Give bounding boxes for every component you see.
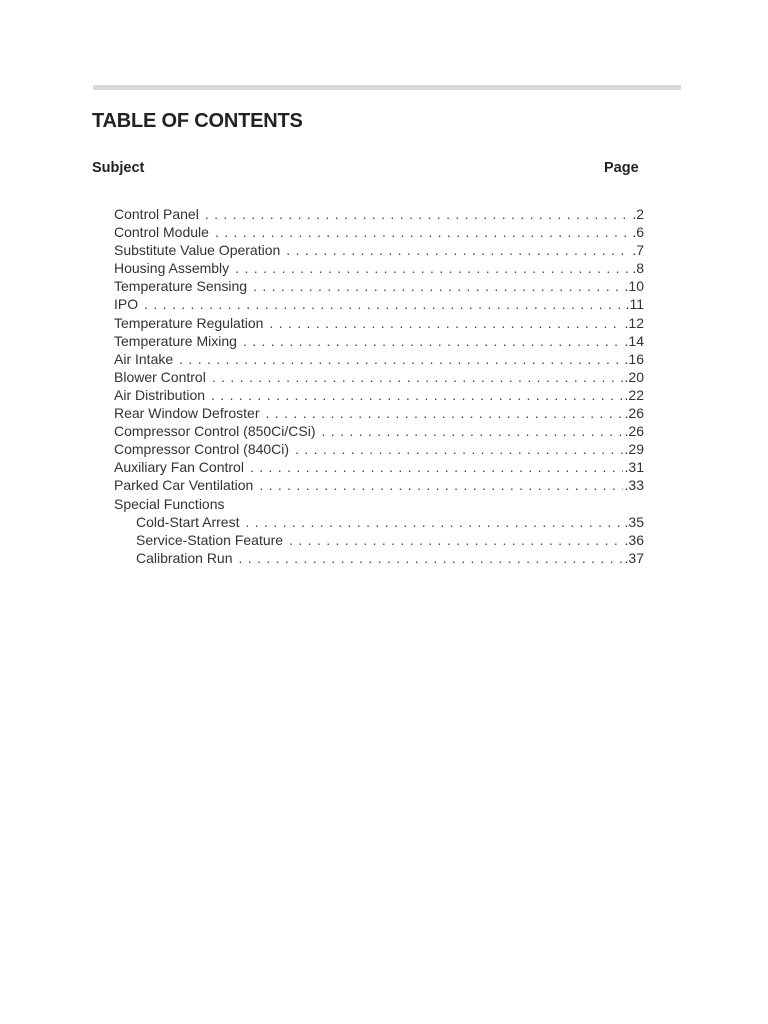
toc-entry-label: Parked Car Ventilation [114,477,254,494]
toc-entry[interactable] [114,314,644,332]
page-column-header: Page [604,160,639,176]
toc-leader-dots [239,549,623,567]
toc-entry-page: .7 [632,242,644,259]
toc-leader-dots [245,513,622,531]
toc-entry-label: Temperature Sensing [114,278,248,295]
toc-entry-page: .35 [624,513,644,530]
toc-entry-page: .14 [624,332,644,349]
toc-leader-dots [322,422,623,440]
toc-entry[interactable] [114,422,644,440]
toc-entry-label: Air Intake [114,350,174,367]
toc-entry[interactable] [114,205,644,223]
toc-entry-label: Service-Station Feature [136,531,284,548]
toc-entry-page: .10 [624,278,644,295]
toc-entry-label: IPO [114,296,139,313]
toc-entry-label: Special Functions [114,495,225,512]
toc-entry-page: .12 [624,314,644,331]
toc-entry-label: Rear Window Defroster [114,405,260,422]
toc-entry-label: Compressor Control (850Ci/CSi) [114,423,316,440]
toc-entry[interactable] [114,332,644,350]
toc-leader-dots [243,332,623,350]
toc-entry[interactable] [114,513,644,531]
toc-leader-dots [253,277,622,295]
toc-entry[interactable] [114,404,644,422]
toc-leader-dots [266,404,623,422]
toc-entry[interactable] [114,386,644,404]
toc-entry-label: Compressor Control (840Ci) [114,441,290,458]
toc-entry[interactable] [114,368,644,386]
toc-leader-dots [295,440,622,458]
subject-column-header: Subject [92,160,145,176]
toc-entry[interactable] [114,440,644,458]
toc-entry-page: .16 [624,350,644,367]
toc-entry-label: Temperature Regulation [114,314,264,331]
toc-entry-page: .26 [624,423,644,440]
toc-entry-label: Control Module [114,224,209,241]
toc-leader-dots [235,259,630,277]
toc-entry-page: .33 [624,477,644,494]
toc-entry[interactable] [114,241,644,259]
toc-entry-page: .22 [624,386,644,403]
toc-leader-dots [250,458,623,476]
toc-entry-page: .36 [624,531,644,548]
toc-entry-page: .6 [632,224,644,241]
toc-entry-label: Housing Assembly [114,260,230,277]
toc-entry-page: .11 [625,296,644,313]
toc-entry-page: .8 [632,260,644,277]
toc-leader-dots [212,368,623,386]
toc-leader-dots [269,314,622,332]
toc-entry-label: Air Distribution [114,386,206,403]
toc-entry-label: Substitute Value Operation [114,242,281,259]
toc-entry[interactable] [114,458,644,476]
toc-leader-dots [144,295,623,313]
toc-entry-label: Calibration Run [136,549,233,566]
toc-entry[interactable] [114,495,644,513]
toc-entry[interactable] [114,549,644,567]
top-divider [93,85,681,90]
toc-entry-label: Control Panel [114,206,199,222]
toc-list [114,205,644,567]
toc-entry[interactable] [114,259,644,277]
page-title: TABLE OF CONTENTS [92,110,303,132]
toc-leader-dots [289,531,622,549]
toc-entry-label: Blower Control [114,368,206,385]
toc-leader-dots [211,386,623,404]
toc-entry[interactable] [114,277,644,295]
toc-entry[interactable] [114,223,644,241]
toc-entry-page: .37 [624,549,644,566]
toc-entry-page: .26 [624,405,644,422]
toc-entry-label: Temperature Mixing [114,332,237,349]
toc-leader-dots [205,205,630,223]
toc-entry-label: Cold-Start Arrest [136,513,240,530]
toc-entry[interactable] [114,476,644,494]
toc-entry-page: .31 [624,459,644,476]
toc-leader-dots [259,476,622,494]
toc-leader-dots [286,241,630,259]
toc-entry[interactable] [114,295,644,313]
toc-entry-page: .20 [624,368,644,385]
toc-leader-dots [215,223,630,241]
toc-entry-label: Auxiliary Fan Control [114,459,244,476]
toc-leader-dots [179,350,622,368]
toc-entry-page: .29 [624,441,644,458]
toc-entry-page: .2 [632,206,644,222]
toc-entry[interactable] [114,531,644,549]
toc-entry[interactable] [114,350,644,368]
